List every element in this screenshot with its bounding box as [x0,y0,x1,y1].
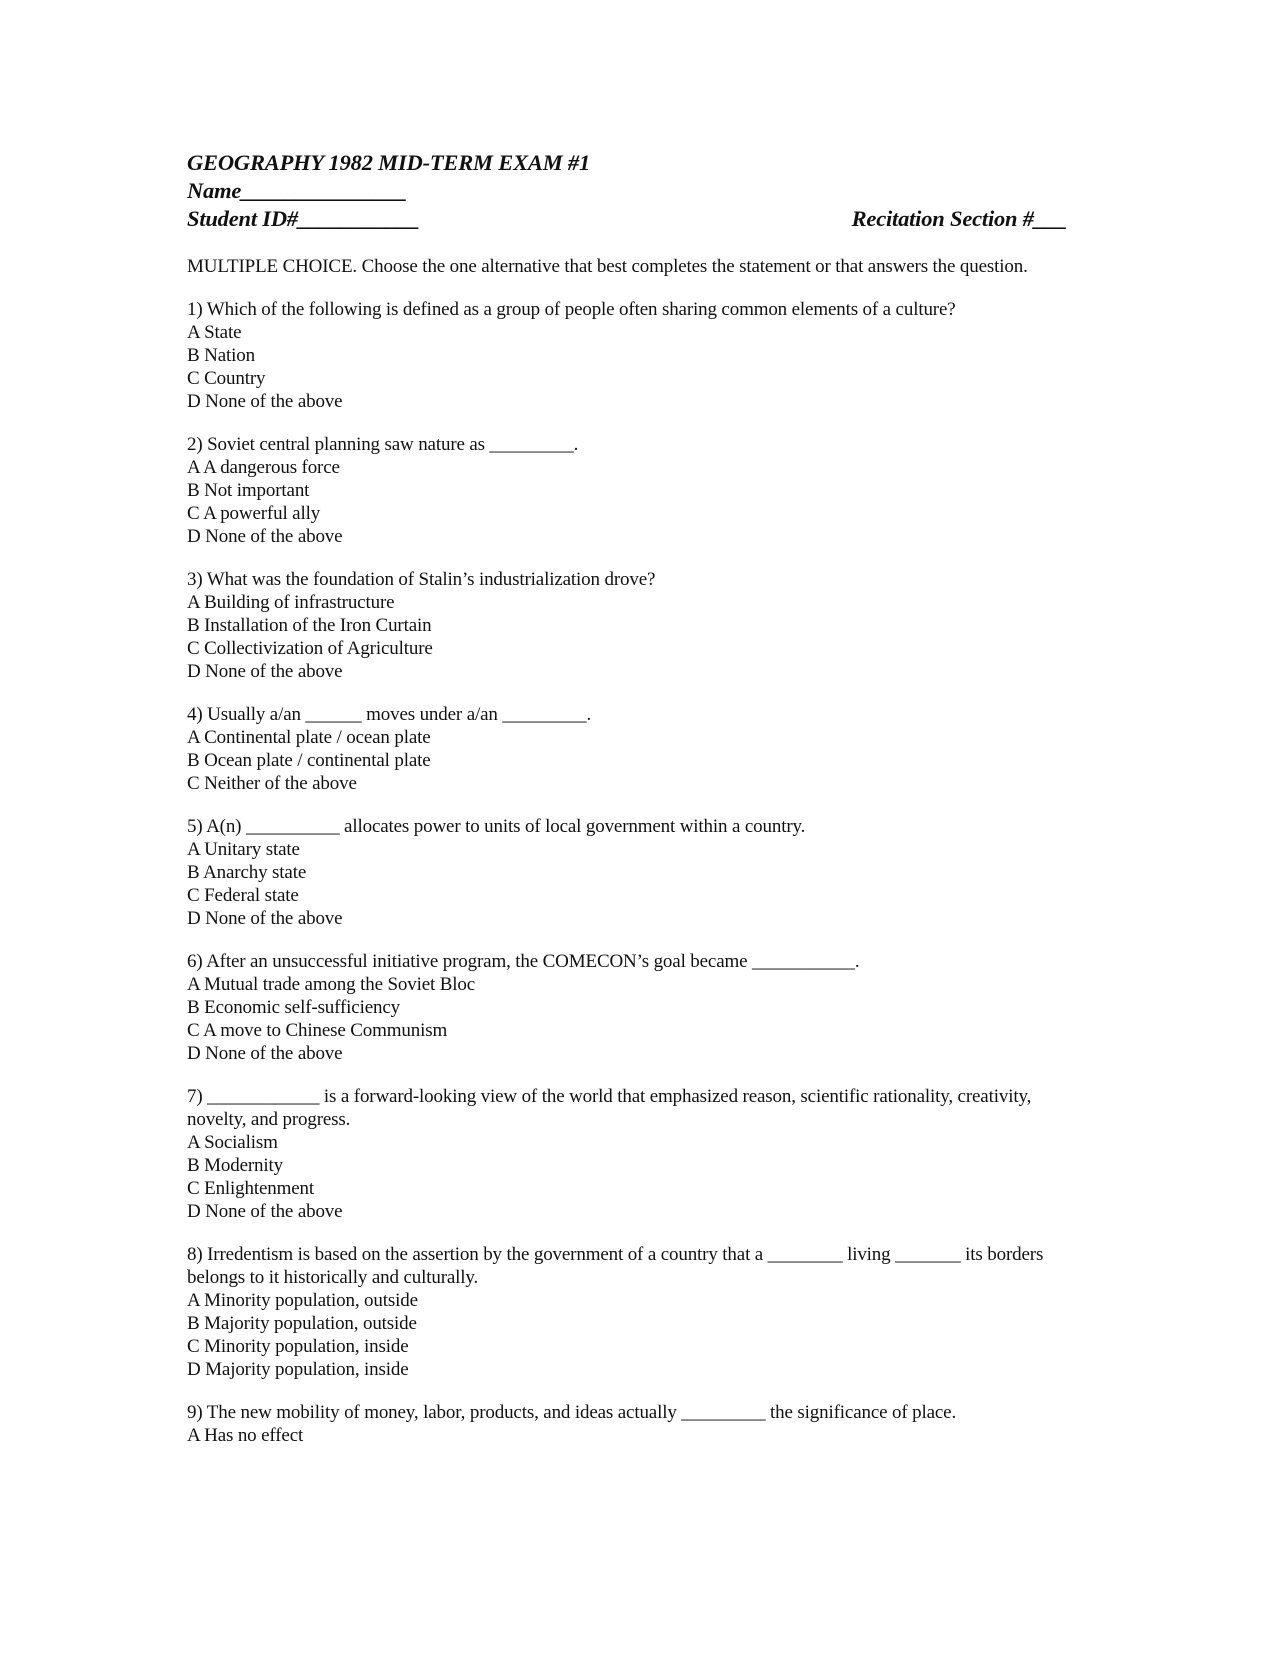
answer-option: B Majority population, outside [187,1313,417,1334]
answer-option: A Has no effect [187,1425,304,1446]
answer-option: A Building of infrastructure [187,592,395,613]
answer-option: D None of the above [187,526,343,547]
answer-option: A Mutual trade among the Soviet Bloc [187,974,475,995]
answer-option: C Collectivization of Agriculture [187,638,433,659]
answer-option: B Modernity [187,1155,283,1176]
question-stem: 3) What was the foundation of Stalin’s industrialization drove? [187,569,656,590]
answer-option: D None of the above [187,1201,343,1222]
question-6 [187,950,1067,1065]
question-4 [187,703,1067,795]
answer-option: B Ocean plate / continental plate [187,750,431,771]
answer-option: A Unitary state [187,839,300,860]
exam-header [187,149,1067,233]
question-8 [187,1243,1067,1381]
question-5 [187,815,1067,930]
answer-option: C Enlightenment [187,1178,315,1199]
question-1 [187,298,1067,413]
exam-content [187,149,1067,1447]
answer-option: C Federal state [187,885,299,906]
answer-option: C Country [187,368,266,389]
answer-option: C A move to Chinese Communism [187,1020,448,1041]
question-stem: 8) Irredentism is based on the assertion by the government of a country that a ________ living _______ its borders belongs to it historically and culturally. [187,1244,1044,1288]
instructions: MULTIPLE CHOICE. Choose the one alternative that best completes the statement or that answers the question. [187,256,1028,277]
answer-option: A A dangerous force [187,457,340,478]
student-id-field-label: Student ID#___________ [187,206,420,231]
answer-option: A Socialism [187,1132,278,1153]
question-stem: 7) ____________ is a forward-looking view of the world that emphasized reason, scientific rationality, creativity, novelty, and progress. [187,1086,1032,1130]
question-stem: 1) Which of the following is defined as a group of people often sharing common elements of a culture? [187,299,956,320]
question-stem: 9) The new mobility of money, labor, products, and ideas actually _________ the significance of place. [187,1402,957,1423]
question-stem: 6) After an unsuccessful initiative program, the COMECON’s goal became ___________. [187,951,860,972]
answer-option: B Nation [187,345,255,366]
answer-option: D None of the above [187,1043,343,1064]
answer-option: B Not important [187,480,310,501]
answer-option: D None of the above [187,391,343,412]
exam-title: GEOGRAPHY 1982 MID-TERM EXAM #1 [187,150,591,175]
answer-option: A Continental plate / ocean plate [187,727,431,748]
recitation-section-field-label: Recitation Section #___ [851,206,1067,231]
answer-option: B Economic self-sufficiency [187,997,400,1018]
question-7 [187,1085,1067,1223]
answer-option: B Installation of the Iron Curtain [187,615,432,636]
name-field-label: Name_______________ [187,178,407,203]
answer-option: D Majority population, inside [187,1359,409,1380]
answer-option: B Anarchy state [187,862,307,883]
answer-option: D None of the above [187,661,343,682]
question-2 [187,433,1067,548]
answer-option: A State [187,322,242,343]
answer-option: D None of the above [187,908,343,929]
question-3 [187,568,1067,683]
question-stem: 2) Soviet central planning saw nature as _________. [187,434,579,455]
answer-option: C Neither of the above [187,773,357,794]
question-stem: 4) Usually a/an ______ moves under a/an _________. [187,704,592,725]
question-9 [187,1401,1067,1447]
id-section-row [187,205,1067,233]
answer-option: C Minority population, inside [187,1336,409,1357]
answer-option: C A powerful ally [187,503,321,524]
question-stem: 5) A(n) __________ allocates power to units of local government within a country. [187,816,806,837]
answer-option: A Minority population, outside [187,1290,418,1311]
